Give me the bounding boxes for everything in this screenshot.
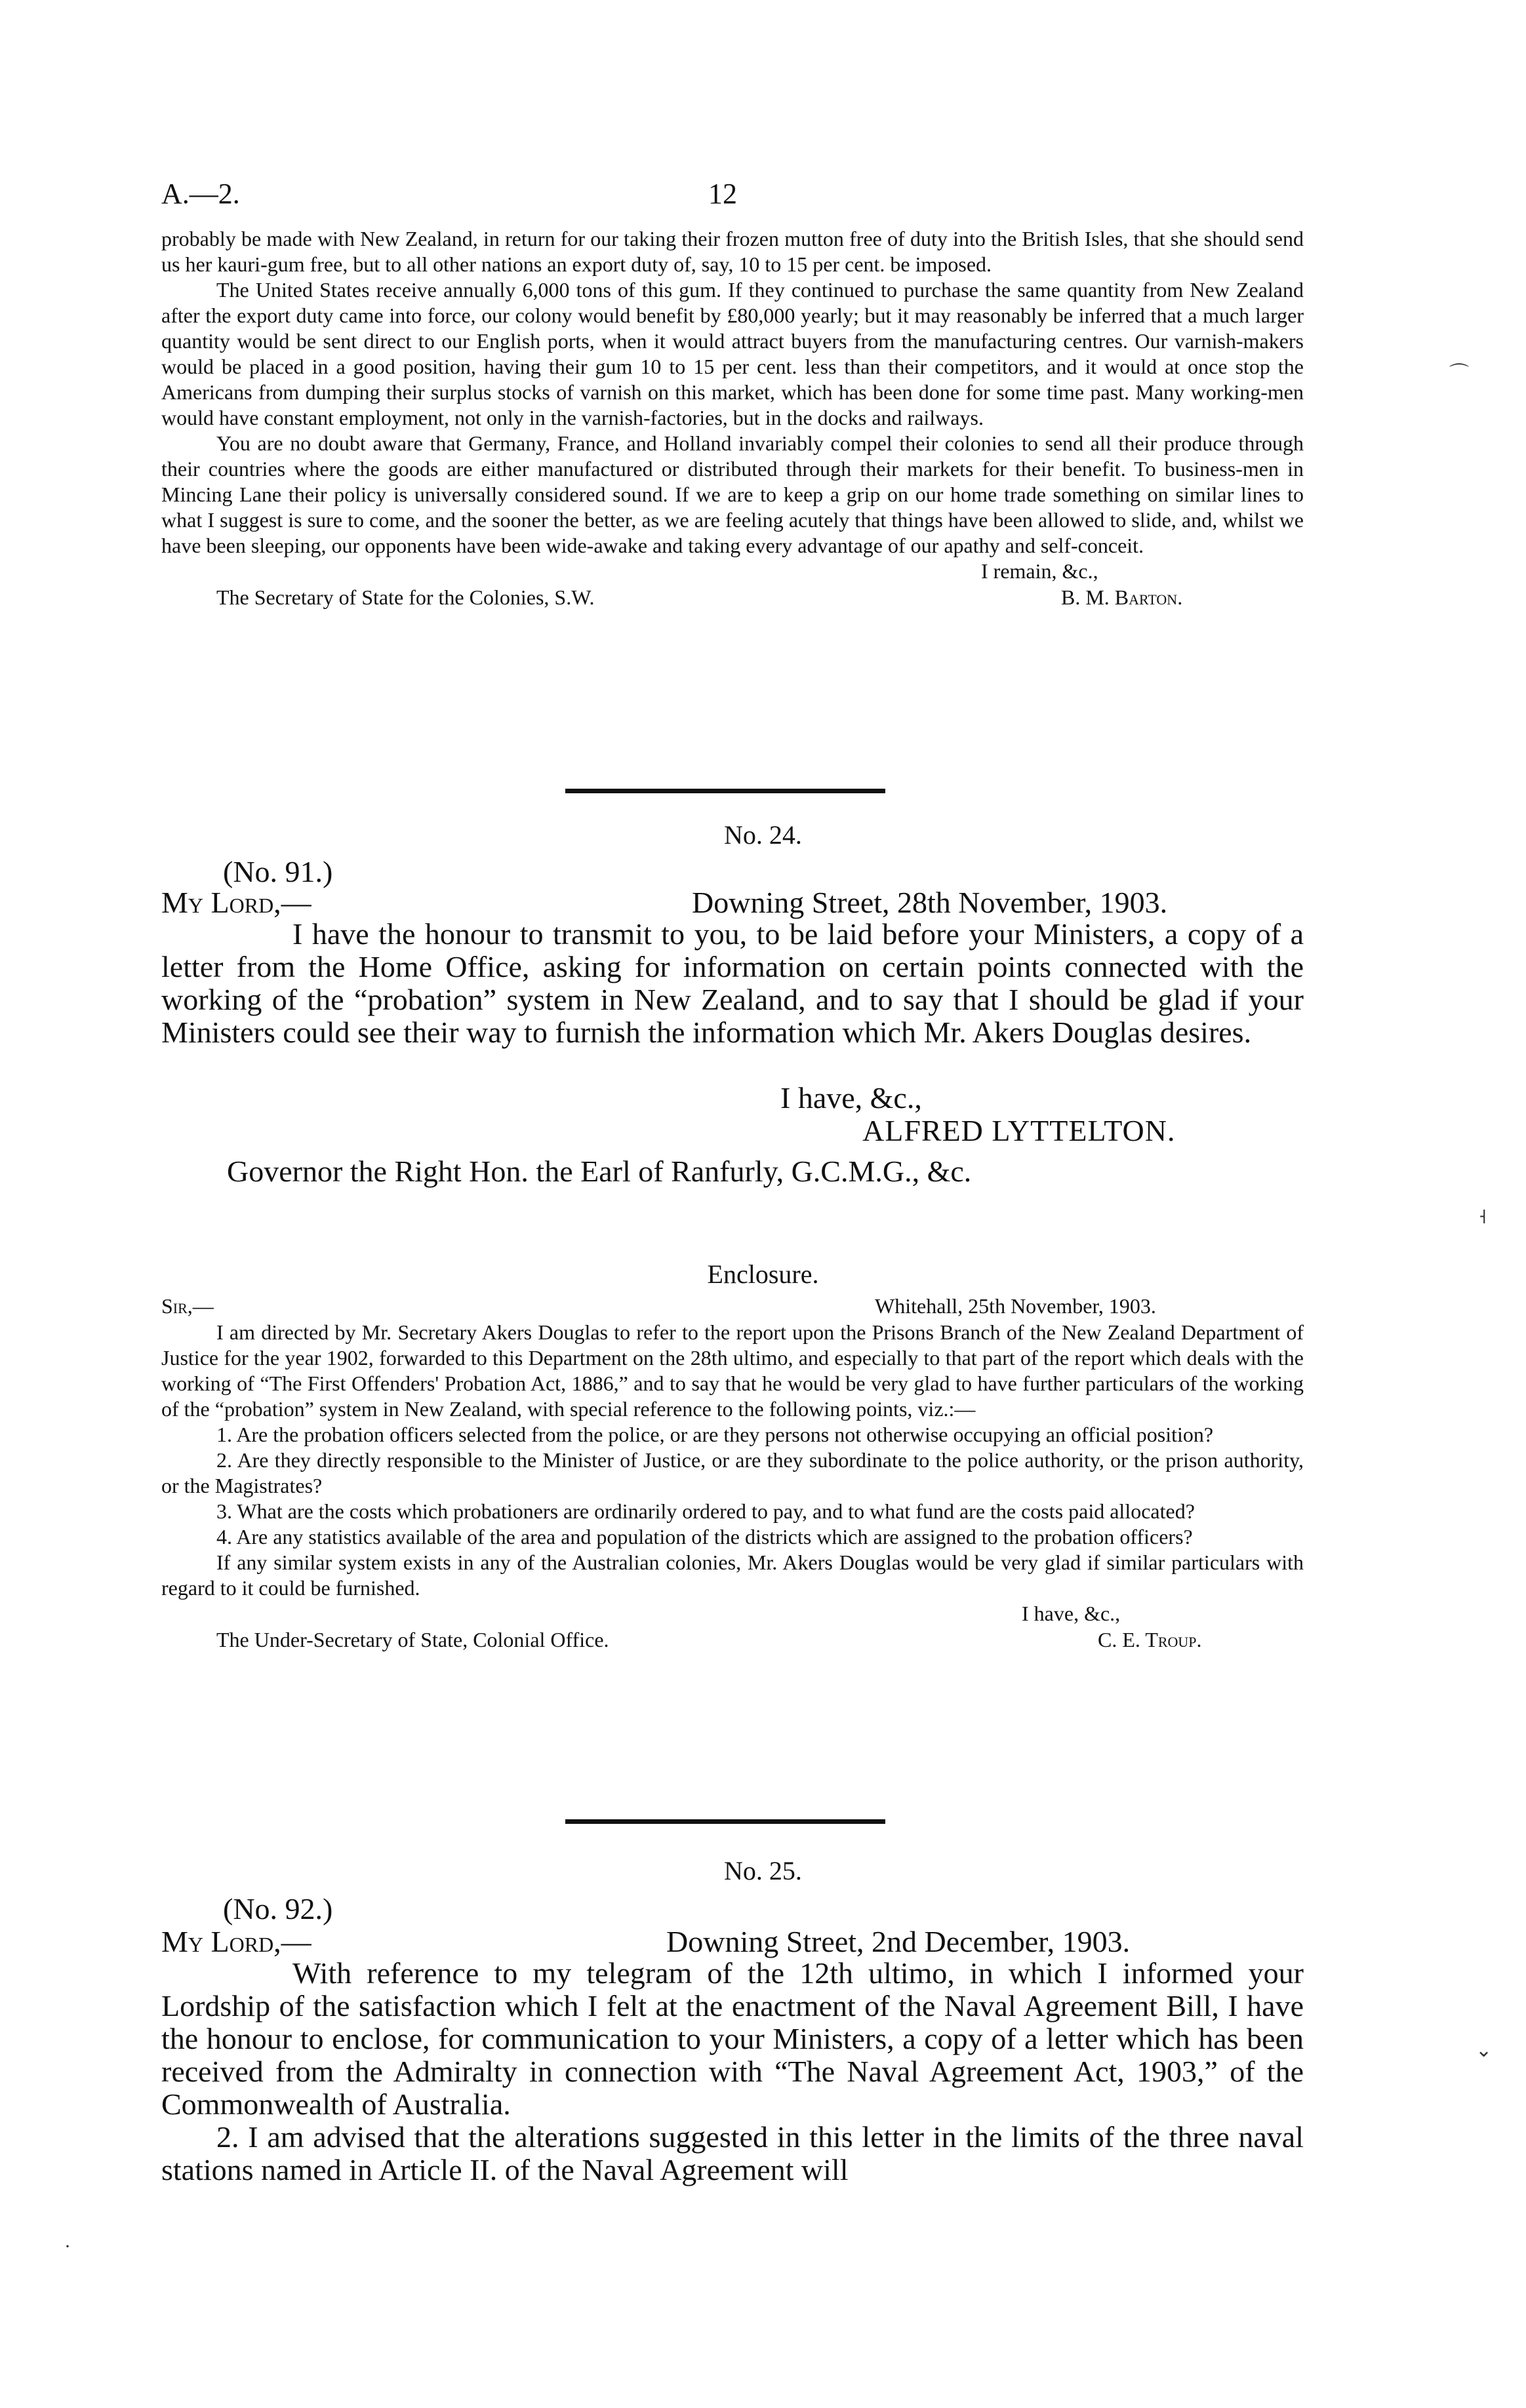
signature: ALFRED LYTTELTON. <box>862 1114 1176 1147</box>
letter-body <box>161 1957 1304 2186</box>
letter-reference: (No. 91.) <box>223 855 333 888</box>
document-reference: A.—2. <box>161 178 240 210</box>
closing-line <box>161 1601 1304 1627</box>
place-date: Downing Street, 2nd December, 1903. <box>666 1925 1131 1958</box>
closing-line <box>161 559 1304 585</box>
letter-reference: (No. 92.) <box>223 1892 333 1925</box>
barton-letter <box>161 226 1304 611</box>
closing: I have, &c., <box>780 1081 922 1115</box>
point-3: 3. What are the costs which probationers are ordinarily ordered to pay, and to what fund are the costs paid allocated? <box>216 1499 1195 1523</box>
section-divider <box>565 789 885 793</box>
paragraph: 2. I am advised that the alterations suggested in this letter in the limits of the three naval stations named in Article II. of the Naval Agreement will <box>161 2120 1304 2186</box>
paragraph: If any similar system exists in any of the Australian colonies, Mr. Akers Douglas would be very glad if similar particulars with regard to it could be furnished. <box>161 1550 1304 1600</box>
scan-mark: ⌄ <box>1476 2040 1493 2061</box>
letter-number-heading: No. 25. <box>724 1856 802 1885</box>
signature: B. M. Barton. <box>1061 585 1183 609</box>
point-2: 2. Are they directly responsible to the Minister of Justice, or are they subordinate to the police authority, or the prison authority, or the Magistrates? <box>161 1448 1304 1497</box>
closing: I have, &c., <box>1022 1602 1121 1625</box>
salutation-line <box>161 1293 1304 1320</box>
salutation: My Lord,— <box>161 886 311 919</box>
point-4: 4. Are any statistics available of the area and population of the districts which are assigned to the probation officers? <box>216 1525 1193 1549</box>
letter-number-heading: No. 24. <box>724 820 802 850</box>
paragraph: I have the honour to transmit to you, to be laid before your Ministers, a copy of a letter from the Home Office, asking for information on certain points connected with the working of the “probation” system in New Zealand, and to say that I should be glad if your Ministers could see their way to furnish the information which Mr. Akers Douglas desires. <box>161 917 1304 1049</box>
addressee: The Secretary of State for the Colonies, S.W. <box>216 585 595 609</box>
enclosure-letter <box>161 1293 1304 1653</box>
addressee: Governor the Right Hon. the Earl of Ranfurly, G.C.M.G., &c. <box>227 1155 972 1188</box>
place-date: Downing Street, 28th November, 1903. <box>692 886 1168 919</box>
paragraph: I am directed by Mr. Secretary Akers Douglas to refer to the report upon the Prisons Branch of the New Zealand Department of Justice for the year 1902, forwarded to this Department on the 28th ultimo, and especially to that part of the report which deals with the working of “The First Offenders' Probation Act, 1886,” and to say that he would be very glad to have further particulars of the working of the “probation” system in New Zealand, with special reference to the following points, viz.:— <box>161 1320 1304 1421</box>
scan-mark: · <box>64 2236 71 2257</box>
paragraph: You are no doubt aware that Germany, France, and Holland invariably compel their colonies to send all their produce through their countries where the goods are either manufactured or distributed through their markets for their benefit. To business-men in Mincing Lane their policy is universally considered sound. If we are to keep a grip on our home trade something on similar lines to what I suggest is sure to come, and the sooner the better, as we are feeling acutely that things have been allowed to slide, and, whilst we have been sleeping, our opponents have been wide-awake and taking every advantage of our apathy and self-conceit. <box>161 431 1304 557</box>
closing: I remain, &c., <box>981 559 1098 583</box>
scan-mark: ˧ <box>1479 1206 1487 1228</box>
scan-mark: ⌒ <box>1449 363 1469 385</box>
salutation: My Lord,— <box>161 1925 311 1958</box>
signature-line <box>161 1627 1304 1653</box>
salutation: Sir,— <box>161 1294 214 1318</box>
paragraph: With reference to my telegram of the 12th ultimo, in which I informed your Lordship of the satisfaction which I felt at the enactment of the Naval Agreement Bill, I have the honour to enclose, for communication to your Ministers, a copy of a letter which has been received from the Admiralty in connection with “The Naval Agreement Act, 1903,” of the Commonwealth of Australia. <box>161 1956 1304 2121</box>
paragraph: The United States receive annually 6,000 tons of this gum. If they continued to purchase the same quantity from New Zealand after the export duty came into force, our colony would benefit by £80,000 yearly; but it may reasonably be inferred that a much larger quantity would be sent direct to our English ports, when it would attract buyers from the manufacturing centres. Our varnish-makers would be placed in a good position, having their gum 10 to 15 per cent. less than their competitors, and it would at once stop the Americans from dumping their surplus stocks of varnish on this market, which has been done for some time past. Many working-men would have constant employment, not only in the varnish-factories, but in the docks and railways. <box>161 278 1304 429</box>
addressee: The Under-Secretary of State, Colonial Office. <box>216 1628 609 1651</box>
signature: C. E. Troup. <box>1098 1628 1202 1651</box>
page-number: 12 <box>708 178 737 210</box>
section-divider <box>565 1819 885 1824</box>
letter-body <box>161 918 1304 1049</box>
signature-line <box>161 585 1304 611</box>
enclosure-heading: Enclosure. <box>707 1259 819 1289</box>
point-1: 1. Are the probation officers selected from the police, or are they persons not otherwise occupying an official position? <box>216 1423 1214 1446</box>
paragraph: probably be made with New Zealand, in return for our taking their frozen mutton free of duty into the British Isles, that she should send us her kauri-gum free, but to all other nations an export duty of, say, 10 to 15 per cent. be imposed. <box>161 227 1304 276</box>
place-date: Whitehall, 25th November, 1903. <box>875 1294 1156 1318</box>
